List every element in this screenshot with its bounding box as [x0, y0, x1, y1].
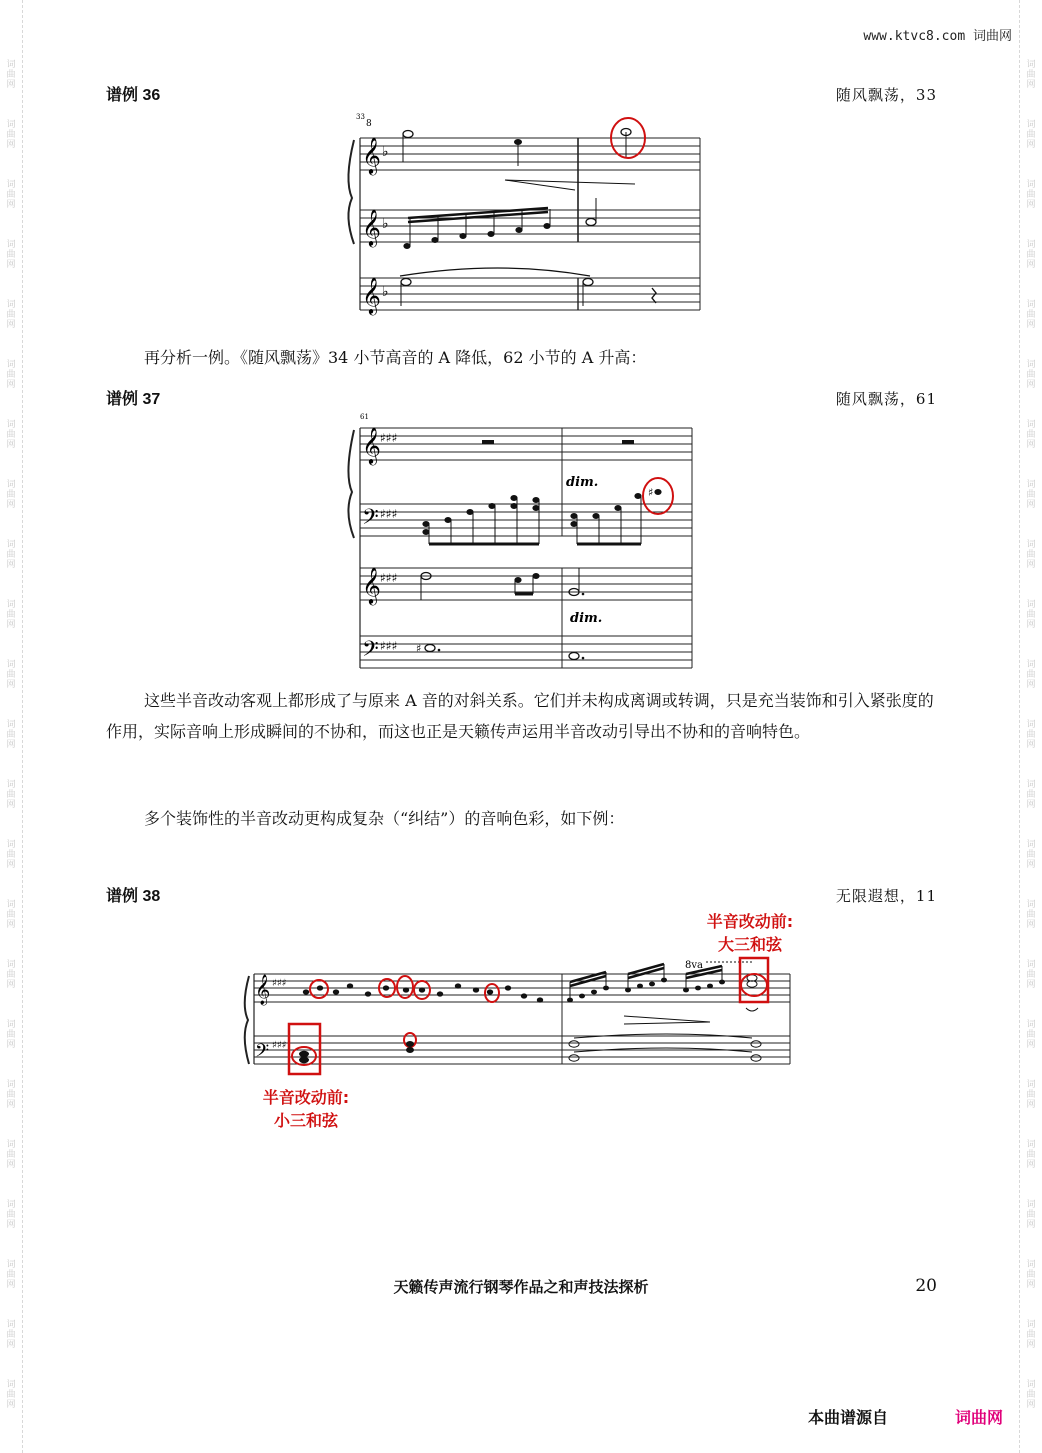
paragraph-1: 再分析一例。《随风飘荡》34 小节高音的 A 降低，62 小节的 A 升高：: [144, 348, 647, 367]
watermark-text: 词 曲 网: [6, 600, 16, 630]
annotation-major-triad-line2: 大三和弦: [717, 935, 782, 954]
example-37-measure-number: 61: [360, 413, 369, 421]
watermark-text: 词 曲 网: [6, 960, 16, 990]
svg-text:𝄞: 𝄞: [362, 276, 381, 314]
annotation-minor-triad-line1: 半音改动前:: [262, 1088, 350, 1107]
watermark-text: 词 曲 网: [1026, 840, 1036, 870]
svg-text:𝄢: 𝄢: [362, 505, 379, 535]
watermark-text: 词 曲 网: [6, 1320, 16, 1350]
example-38-score: [240, 950, 800, 1075]
watermark-text: 词 曲 网: [6, 1080, 16, 1110]
watermark-text: 词 曲 网: [6, 180, 16, 210]
watermark-text: 词 曲 网: [1026, 900, 1036, 930]
example-36-score: [340, 110, 710, 325]
footer-title: 天籁传声流行钢琴作品之和声技法探析: [393, 1278, 649, 1296]
source-note-link[interactable]: 词曲网: [955, 1408, 1004, 1427]
watermark-text: 词 曲 网: [1026, 360, 1036, 390]
source-note-label: 本曲谱源自: [808, 1408, 889, 1427]
watermark-text: 词 曲 网: [1026, 1200, 1036, 1230]
example-38-highlight-box-bottom: [289, 1024, 320, 1074]
svg-text:♭: ♭: [382, 216, 389, 232]
page-number: 20: [915, 1276, 937, 1296]
staff-2: [254, 1036, 790, 1064]
svg-text:♯♯♯: ♯♯♯: [380, 571, 398, 585]
watermark-text: 词 曲 网: [6, 1380, 16, 1410]
svg-text:𝄢: 𝄢: [255, 1041, 270, 1066]
staff-2: [360, 504, 692, 536]
watermark-text: 词 曲 网: [6, 840, 16, 870]
example-36-measure-number: 33: [356, 113, 365, 121]
site-name: 词曲网: [972, 29, 1012, 44]
watermark-text: 词 曲 网: [1026, 1020, 1036, 1050]
watermark-text: 词 曲 网: [6, 1140, 16, 1170]
watermark-text: 词 曲 网: [6, 60, 16, 90]
staff-1: [360, 428, 692, 460]
svg-text:♯♯♯: ♯♯♯: [380, 431, 398, 445]
example-37-source: 随风飘荡，61: [835, 390, 937, 408]
example-37-score: [340, 412, 710, 677]
example-36-label: 谱例 36: [106, 87, 161, 104]
annotation-minor-triad-line2: 小三和弦: [273, 1111, 338, 1130]
svg-text:𝄞: 𝄞: [362, 566, 381, 604]
watermark-text: 词 曲 网: [1026, 180, 1036, 210]
watermark-text: 词 曲 网: [1026, 120, 1036, 150]
svg-text:♯: ♯: [416, 642, 422, 655]
left-watermark-strip: [0, 0, 23, 1453]
svg-text:𝄞: 𝄞: [362, 426, 381, 464]
watermark-text: 词 曲 网: [1026, 540, 1036, 570]
watermark-text: 词 曲 网: [6, 480, 16, 510]
watermark-text: 词 曲 网: [6, 660, 16, 690]
paragraph-2: 这些半音改动客观上都形成了与原来 A 音的对斜关系。它们并未构成离调或转调，只是充当装饰和引入紧张度的作用，实际音响上形成瞬间的不协和，而这也正是天籁传声运用半音改动引导出不协和的音响特色。: [106, 691, 934, 741]
watermark-text: 词 曲 网: [1026, 1260, 1036, 1290]
example-38-source: 无限遐想，11: [835, 887, 937, 905]
staff-1: [360, 138, 700, 170]
watermark-text: 词 曲 网: [6, 360, 16, 390]
svg-text:♭: ♭: [382, 284, 389, 300]
example-36-octave-mark: 8: [366, 119, 372, 129]
dynamic-dim-2: dim.: [570, 611, 603, 626]
watermark-text: 词 曲 网: [1026, 720, 1036, 750]
svg-text:𝄞: 𝄞: [362, 208, 381, 246]
svg-text:♯: ♯: [648, 486, 654, 499]
watermark-text: 词 曲 网: [6, 1260, 16, 1290]
watermark-text: 词 曲 网: [1026, 960, 1036, 990]
staff-4: [360, 636, 692, 668]
watermark-text: 词 曲 网: [6, 1200, 16, 1230]
svg-text:𝄞: 𝄞: [255, 975, 271, 1005]
svg-text:♭: ♭: [382, 144, 389, 160]
treble-clef: 𝄞: [362, 136, 381, 174]
watermark-text: 词 曲 网: [6, 720, 16, 750]
watermark-text: 词 曲 网: [6, 240, 16, 270]
svg-text:♯♯♯: ♯♯♯: [272, 978, 287, 989]
watermark-text: 词 曲 网: [1026, 1380, 1036, 1410]
example-38-label: 谱例 38: [106, 888, 161, 905]
watermark-text: 词 曲 网: [1026, 60, 1036, 90]
watermark-text: 词 曲 网: [1026, 600, 1036, 630]
watermark-text: 词 曲 网: [1026, 480, 1036, 510]
watermark-text: 词 曲 网: [1026, 240, 1036, 270]
watermark-text: 词 曲 网: [1026, 1080, 1036, 1110]
watermark-text: 词 曲 网: [6, 300, 16, 330]
annotation-major-triad-line1: 半音改动前:: [706, 912, 794, 931]
example-36-source: 随风飘荡，33: [835, 86, 937, 104]
svg-text:𝄢: 𝄢: [362, 637, 379, 667]
annotation-minor-triad: [246, 1086, 366, 1132]
svg-text:♯♯♯: ♯♯♯: [380, 639, 398, 653]
svg-text:♯♯♯: ♯♯♯: [380, 507, 398, 521]
watermark-text: 词 曲 网: [1026, 660, 1036, 690]
watermark-text: 词 曲 网: [6, 780, 16, 810]
watermark-text: 词 曲 网: [1026, 780, 1036, 810]
dynamic-dim-1: dim.: [566, 475, 599, 490]
watermark-text: 词 曲 网: [1026, 1140, 1036, 1170]
right-watermark-strip: [1019, 0, 1042, 1453]
svg-text:♯♯♯: ♯♯♯: [272, 1040, 287, 1051]
site-header: [863, 25, 1012, 44]
watermark-text: 词 曲 网: [6, 120, 16, 150]
example-37-label: 谱例 37: [106, 391, 161, 408]
watermark-text: 词 曲 网: [6, 900, 16, 930]
watermark-text: 词 曲 网: [6, 420, 16, 450]
watermark-text: 词 曲 网: [1026, 420, 1036, 450]
watermark-text: 词 曲 网: [1026, 300, 1036, 330]
paragraph-3: 多个装饰性的半音改动更构成复杂（“纠结”）的音响色彩，如下例：: [144, 809, 625, 828]
staff-2: [360, 210, 700, 242]
watermark-text: 词 曲 网: [1026, 1320, 1036, 1350]
site-url-link[interactable]: www.ktvc8.com: [863, 29, 966, 44]
example-38-octave-mark: 8va: [685, 960, 703, 971]
watermark-text: 词 曲 网: [6, 540, 16, 570]
watermark-text: 词 曲 网: [6, 1020, 16, 1050]
